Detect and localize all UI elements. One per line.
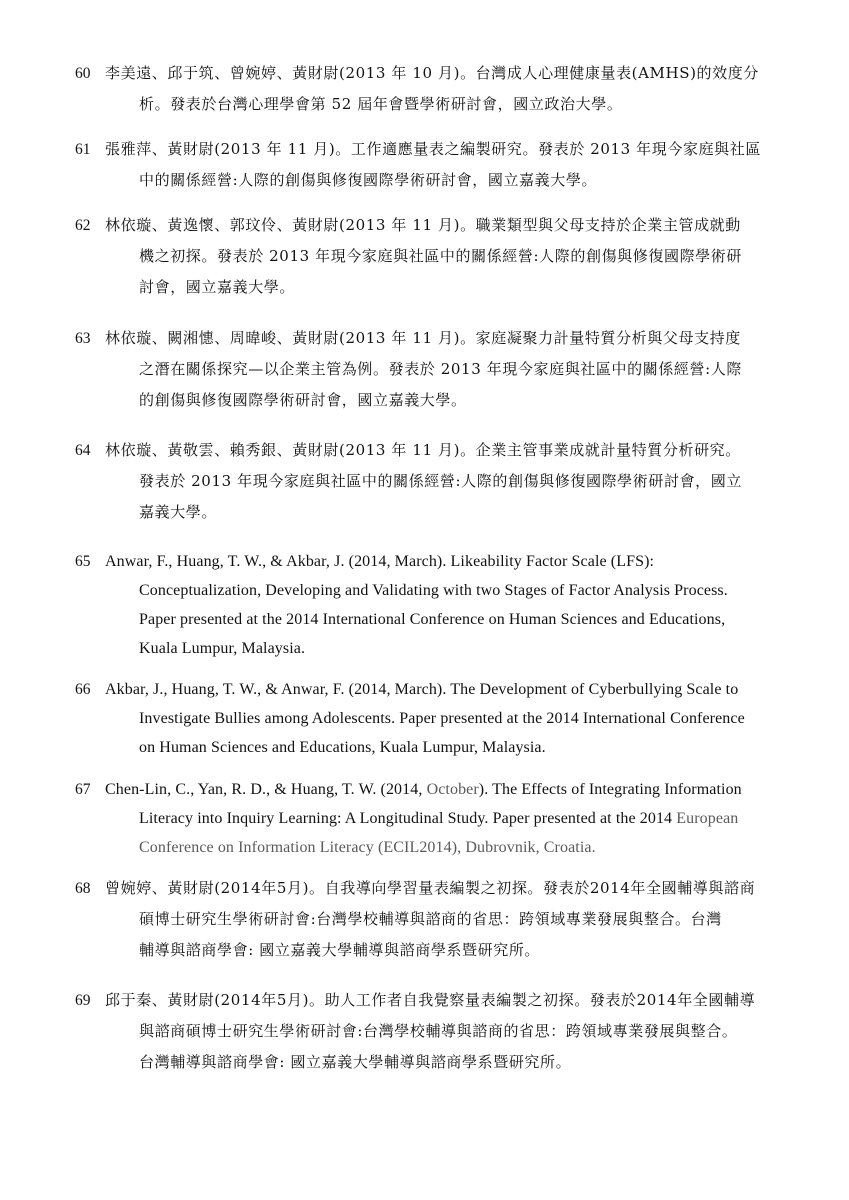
reference-line: 輔導與諮商學會: 國立嘉義大學輔導與諮商學系暨研究所。	[139, 941, 541, 959]
reference-line: Investigate Bullies among Adolescents. Paper presented at the 2014 International Conference	[139, 710, 745, 727]
reference-line: 發表於 2013 年現今家庭與社區中的關係經營:人際的創傷與修復國際學術研討會，國立	[139, 472, 742, 490]
reference-text-highlight: European	[676, 810, 739, 827]
reference-text: Literacy into Inquiry Learning: A Longitudinal Study. Paper presented at the 2014	[139, 810, 677, 827]
reference-number: 65	[75, 553, 91, 570]
reference-line: 李美遠、邱于筑、曾婉婷、黃財尉(2013 年 10 月)。台灣成人心理健康量表(AMHS)的效度分	[105, 64, 759, 82]
reference-line	[105, 774, 742, 805]
reference-line: 嘉義大學。	[139, 503, 218, 521]
reference-line: 碩博士研究生學術研討會:台灣學校輔導與諮商的省思：跨領域專業發展與整合。台灣	[139, 910, 722, 928]
reference-line: Anwar, F., Huang, T. W., & Akbar, J. (2014, March). Likeability Factor Scale (LFS):	[105, 553, 655, 570]
reference-line: Conceptualization, Developing and Validating with two Stages of Factor Analysis Process.	[139, 582, 728, 599]
reference-line: 台灣輔導與諮商學會: 國立嘉義大學輔導與諮商學系暨研究所。	[139, 1053, 572, 1071]
reference-line: 林依璇、黃敬雲、賴秀銀、黃財尉(2013 年 11 月)。企業主管事業成就計量特質分析研究。	[105, 441, 741, 459]
reference-number: 60	[75, 65, 91, 82]
reference-line: 中的關係經營:人際的創傷與修復國際學術研討會，國立嘉義大學。	[139, 171, 598, 189]
reference-line	[139, 803, 738, 834]
reference-number: 66	[75, 681, 91, 698]
reference-line: 張雅萍、黃財尉(2013 年 11 月)。工作適應量表之編製研究。發表於 2013 年現今家庭與社區	[105, 140, 761, 158]
reference-line: 之潛在關係探究—以企業主管為例。發表於 2013 年現今家庭與社區中的關係經營:人際	[139, 360, 742, 378]
reference-number: 63	[75, 330, 91, 347]
reference-line: Kuala Lumpur, Malaysia.	[139, 640, 306, 657]
reference-text: ). The Effects of Integrating Information	[478, 781, 742, 798]
reference-text: Chen-Lin, C., Yan, R. D., & Huang, T. W. (2014,	[105, 781, 427, 798]
reference-number: 68	[75, 880, 91, 897]
reference-number: 69	[75, 992, 91, 1009]
reference-number: 67	[75, 781, 91, 798]
reference-line: 林依璇、黃逸懷、郭玟伶、黃財尉(2013 年 11 月)。職業類型與父母支持於企業主管成就動	[105, 216, 741, 234]
reference-line: 與諮商碩博士研究生學術研討會:台灣學校輔導與諮商的省思：跨領域專業發展與整合。	[139, 1022, 738, 1040]
reference-line: 析。發表於台灣心理學會第 52 屆年會暨學術研討會，國立政治大學。	[139, 95, 623, 113]
reference-line: 邱于秦、黃財尉(2014年5月)。助人工作者自我覺察量表編製之初探。發表於2014年全國輔導	[105, 991, 756, 1009]
reference-line: 討會，國立嘉義大學。	[139, 278, 296, 296]
reference-line: Akbar, J., Huang, T. W., & Anwar, F. (2014, March). The Development of Cyberbullying Scale to	[105, 681, 739, 698]
reference-line: 的創傷與修復國際學術研討會，國立嘉義大學。	[139, 391, 467, 409]
reference-line: 林依璇、闕湘憓、周暐峻、黃財尉(2013 年 11 月)。家庭凝聚力計量特質分析與父母支持度	[105, 329, 741, 347]
reference-line: on Human Sciences and Educations, Kuala Lumpur, Malaysia.	[139, 739, 546, 756]
reference-number: 64	[75, 442, 91, 459]
reference-number: 61	[75, 141, 91, 158]
reference-line: 曾婉婷、黃財尉(2014年5月)。自我導向學習量表編製之初探。發表於2014年全國輔導與諮商	[105, 879, 756, 897]
reference-line: Conference on Information Literacy (ECIL2014), Dubrovnik, Croatia.	[139, 839, 596, 856]
reference-text-highlight: October	[426, 781, 479, 798]
reference-line: Paper presented at the 2014 International Conference on Human Sciences and Educations,	[139, 611, 726, 628]
reference-line: 機之初探。發表於 2013 年現今家庭與社區中的關係經營:人際的創傷與修復國際學術研	[139, 247, 742, 265]
reference-number: 62	[75, 217, 91, 234]
